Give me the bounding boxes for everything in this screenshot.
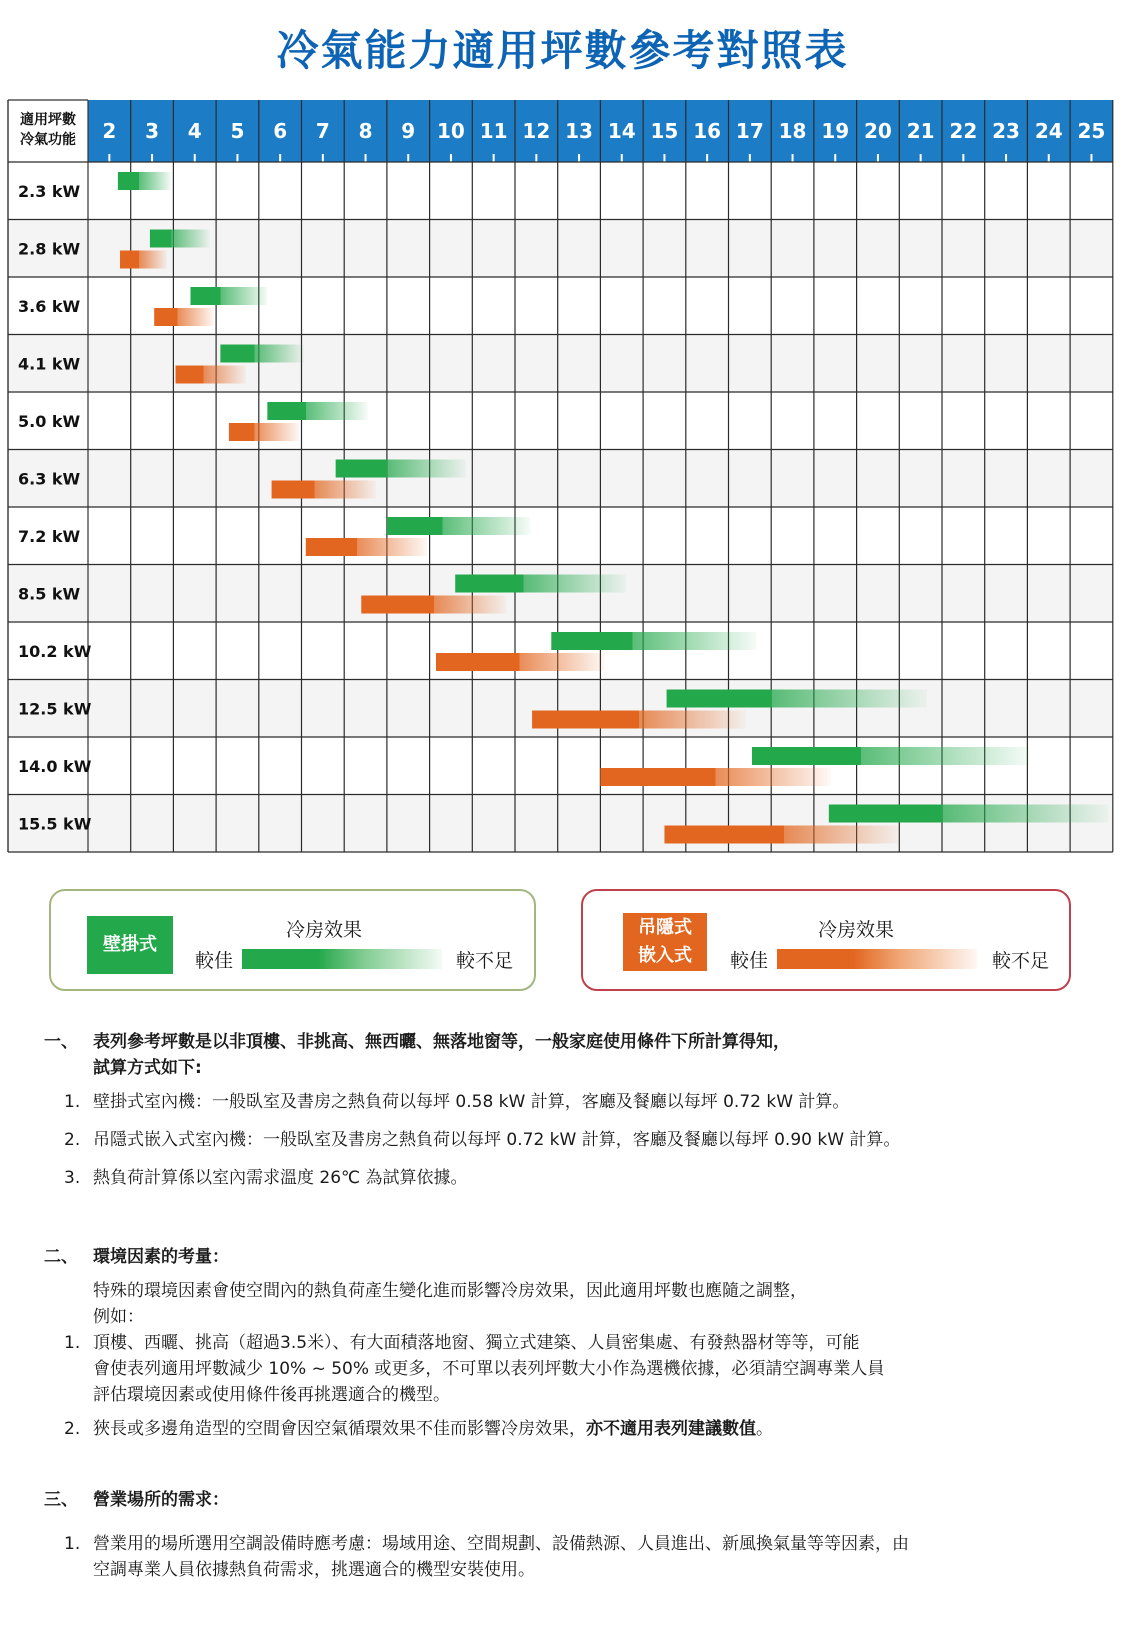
item-text-line2: 空調專業人員依據熱負荷需求，挑選適合的機型安裝使用。 — [93, 1560, 535, 1580]
legend-ceiling-effect-label: 冷房效果 — [818, 919, 895, 941]
item-number: 3. — [64, 1168, 81, 1188]
wall-mounted-bar — [267, 402, 367, 420]
column-label: 17 — [735, 119, 764, 143]
section-2-paragraph-line2: 例如： — [93, 1307, 144, 1327]
column-label: 23 — [992, 119, 1020, 143]
row-label: 2.3 kW — [18, 181, 81, 201]
legend-ceiling-concealed — [581, 889, 1071, 991]
column-label: 4 — [187, 119, 202, 143]
section-1-number: 一、 — [44, 1032, 78, 1052]
row-label: 3.6 kW — [18, 296, 81, 316]
item-text-emphasis: 亦不適用表列建議數值 — [586, 1419, 756, 1439]
legend-wall-good-label: 較佳 — [195, 950, 234, 972]
ceiling-concealed-bar — [306, 538, 428, 556]
wall-mounted-bar — [387, 517, 530, 535]
column-label: 12 — [522, 119, 551, 143]
row-label: 7.2 kW — [18, 526, 81, 546]
page-title: 冷氣能力適用坪數參考對照表 — [276, 26, 849, 75]
column-label: 9 — [401, 119, 416, 143]
wall-mounted-bar — [190, 287, 267, 305]
wall-mounted-bar — [829, 805, 1109, 823]
column-label: 20 — [864, 119, 892, 143]
wall-mounted-bar — [118, 172, 171, 190]
column-label: 11 — [479, 119, 508, 143]
item-text: 熱負荷計算係以室內需求溫度 26℃ 為試算依據。 — [93, 1168, 468, 1188]
section-1-heading-line2: 試算方式如下: — [93, 1058, 202, 1078]
wall-mounted-bar — [150, 230, 210, 248]
wall-mounted-bar — [551, 632, 756, 650]
legend-wall-gradient-bar — [242, 949, 442, 969]
column-label: 21 — [906, 119, 935, 143]
item-number: 1. — [64, 1092, 81, 1112]
ceiling-concealed-bar — [120, 251, 167, 269]
item-text-line3: 評估環境因素或使用條件後再挑選適合的機型。 — [93, 1385, 450, 1405]
ceiling-concealed-bar — [600, 768, 831, 786]
column-label: 8 — [358, 119, 373, 143]
column-label: 19 — [821, 119, 850, 143]
column-label: 24 — [1034, 119, 1063, 143]
legend-ceiling-tag-line1: 吊隱式 — [638, 917, 692, 938]
item-text: 吊隱式嵌入式室內機：一般臥室及書房之熱負荷以每坪 0.72 kW 計算，客廳及餐廳以每坪 0.90 kW 計算。 — [93, 1130, 901, 1150]
legend-ceiling-good-label: 較佳 — [730, 950, 769, 972]
column-label: 6 — [273, 119, 288, 143]
legend-wall-mounted — [49, 889, 536, 991]
section-3-number: 三、 — [44, 1490, 78, 1510]
legend-ceiling-bad-label: 較不足 — [992, 950, 1050, 972]
item-text-line2: 會使表列適用坪數減少 10% ~ 50% 或更多，不可單以表列坪數大小作為選機依據，必須請空調專業人員 — [93, 1359, 885, 1379]
column-label: 18 — [778, 119, 807, 143]
row-label: 14.0 kW — [18, 756, 92, 776]
item-text-line1: 頂樓、西曬、挑高（超過3.5米）、有大面積落地窗、獨立式建築、人員密集處、有發熱器材等等，可能 — [93, 1333, 860, 1353]
row-label: 4.1 kW — [18, 354, 81, 374]
column-label: 15 — [650, 119, 679, 143]
ceiling-concealed-bar — [154, 308, 214, 326]
header-label-line1: 適用坪數 — [20, 112, 76, 128]
column-label: 2 — [102, 119, 117, 143]
legend-ceiling-tag — [623, 913, 707, 971]
item-number: 1. — [64, 1534, 81, 1554]
item-number: 2. — [64, 1130, 81, 1150]
column-label: 10 — [437, 119, 465, 143]
wall-mounted-bar — [667, 690, 927, 708]
ceiling-concealed-bar — [229, 423, 299, 441]
item-text-line1: 營業用的場所選用空調設備時應考慮：場域用途、空間規劃、設備熱源、人員進出、新風換氣量等等因素，由 — [93, 1534, 909, 1554]
ceiling-concealed-bar — [176, 366, 246, 384]
section-2-number: 二、 — [44, 1247, 78, 1267]
item-text — [93, 1417, 1053, 1442]
column-label: 14 — [607, 119, 636, 143]
item-number: 1. — [64, 1333, 81, 1353]
row-label: 5.0 kW — [18, 411, 81, 431]
column-label: 5 — [230, 119, 245, 143]
row-label: 10.2 kW — [18, 641, 92, 661]
ceiling-concealed-bar — [436, 653, 605, 671]
item-number: 2. — [64, 1419, 81, 1439]
column-label: 13 — [565, 119, 593, 143]
row-label: 8.5 kW — [18, 584, 81, 604]
row-label: 15.5 kW — [18, 814, 92, 834]
ceiling-concealed-bar — [361, 596, 506, 614]
ceiling-concealed-bar — [272, 481, 377, 499]
wall-mounted-bar — [455, 575, 626, 593]
section-3-heading: 營業場所的需求： — [93, 1490, 229, 1510]
column-label: 25 — [1077, 119, 1106, 143]
section-2-heading: 環境因素的考量： — [93, 1247, 229, 1267]
column-label: 16 — [693, 119, 722, 143]
wall-mounted-bar — [220, 345, 303, 363]
header-label-line2: 冷氣功能 — [20, 132, 76, 148]
wall-mounted-bar — [752, 747, 1030, 765]
legend-wall-bad-label: 較不足 — [456, 950, 514, 972]
column-label: 7 — [315, 119, 330, 143]
section-1-heading-line1: 表列參考坪數是以非頂樓、非挑高、無西曬、無落地窗等，一般家庭使用條件下所計算得知， — [93, 1032, 790, 1052]
row-label: 12.5 kW — [18, 699, 92, 719]
ceiling-concealed-bar — [664, 826, 899, 844]
section-2-paragraph-line1: 特殊的環境因素會使空間內的熱負荷產生變化進而影響冷房效果，因此適用坪數也應隨之調整， — [93, 1281, 807, 1301]
column-label: 3 — [145, 119, 160, 143]
item-text-main: 狹長或多邊角造型的空間會因空氣循環效果不佳而影響冷房效果， — [93, 1419, 586, 1439]
item-text: 壁掛式室內機：一般臥室及書房之熱負荷以每坪 0.58 kW 計算，客廳及餐廳以每坪 0.72 kW 計算。 — [93, 1092, 850, 1112]
legend-ceiling-tag-line2: 嵌入式 — [638, 945, 692, 966]
legend-wall-effect-label: 冷房效果 — [286, 919, 363, 941]
column-label: 22 — [949, 119, 978, 143]
legend-wall-tag: 壁掛式 — [87, 916, 173, 974]
ceiling-concealed-bar — [532, 711, 746, 729]
row-label: 2.8 kW — [18, 239, 81, 259]
wall-mounted-bar — [336, 460, 466, 478]
row-label: 6.3 kW — [18, 469, 81, 489]
header-corner — [8, 100, 88, 162]
item-text-end: 。 — [756, 1419, 773, 1439]
legend-ceiling-gradient-bar — [777, 949, 977, 969]
